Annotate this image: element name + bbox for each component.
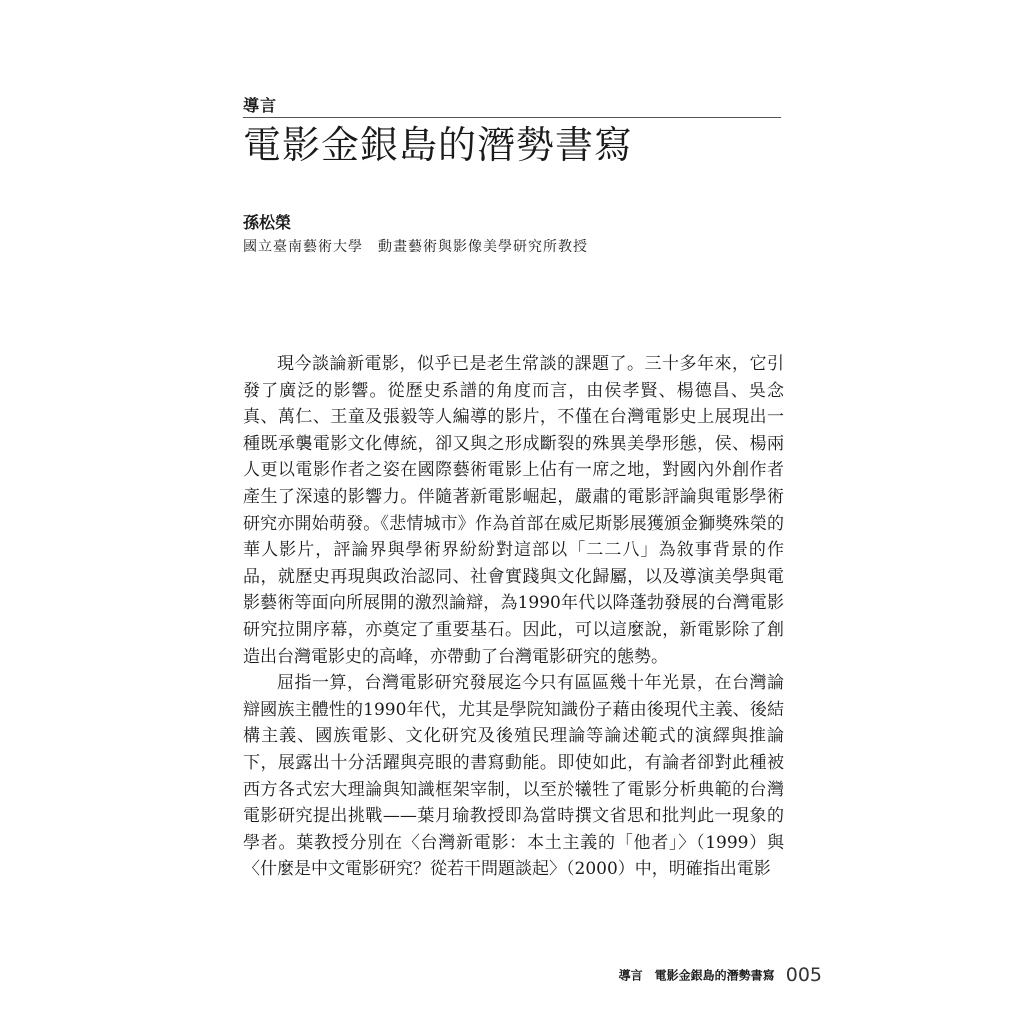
section-label: 導言 [243, 96, 278, 115]
page-number: 005 [785, 964, 822, 986]
header-rule [243, 117, 781, 118]
chapter-title: 電影金銀島的潛勢書寫 [243, 123, 634, 167]
paragraph: 現今談論新電影，似乎已是老生常談的課題了。三十多年來，它引發了廣泛的影響。從歷史系譜的角度而言，由侯孝賢、楊德昌、吳念真、萬仁、王童及張毅等人編導的影片，不僅在台灣電影史上展現出一種既承襲電影文化傳統，卻又與之形成斷裂的殊異美學形態，侯、楊兩人更以電影作者之姿在國際藝術電影上佔有一席之地，對國內外創作者產生了深遠的影響力。伴隨著新電影崛起，嚴肅的電影評論與電影學術研究亦開始萌發。《悲情城市》作為首部在威尼斯影展獲頒金獅獎殊榮的華人影片，評論界與學術界紛紛對這部以「二二八」為敘事背景的作品，就歷史再現與政治認同、社會實踐與文化歸屬，以及導演美學與電影藝術等面向所展開的激烈論辯，為1990年代以降蓬勃發展的台灣電影研究拉開序幕，亦奠定了重要基石。因此，可以這麼說，新電影除了創造出台灣電影史的高峰，亦帶動了台灣電影研究的態勢。 [243, 354, 784, 667]
page-footer [619, 964, 822, 986]
author-affiliation: 國立臺南藝術大學 動畫藝術與影像美學研究所教授 [243, 239, 588, 255]
paragraph: 屈指一算，台灣電影研究發展迄今只有區區幾十年光景，在台灣論辯國族主體性的1990年代，尤其是學院知識份子藉由後現代主義、後結構主義、國族電影、文化研究及後殖民理論等論述範式的演繹與推論下，展露出十分活躍與亮眼的書寫動能。即使如此，有論者卻對此種被西方各式宏大理論與知識框架宰制，以至於犧牲了電影分析典範的台灣電影研究提出挑戰——葉月瑜教授即為當時撰文省思和批判此一現象的學者。葉教授分別在〈台灣新電影：本土主義的「他者」〉（1999）與〈什麼是中文電影研究？從若干問題談起〉（2000）中，明確指出電影 [243, 673, 784, 880]
author-name: 孫松榮 [243, 213, 292, 232]
running-head: 導言 電影金銀島的潛勢書寫 [618, 968, 775, 983]
body-text [243, 351, 784, 883]
